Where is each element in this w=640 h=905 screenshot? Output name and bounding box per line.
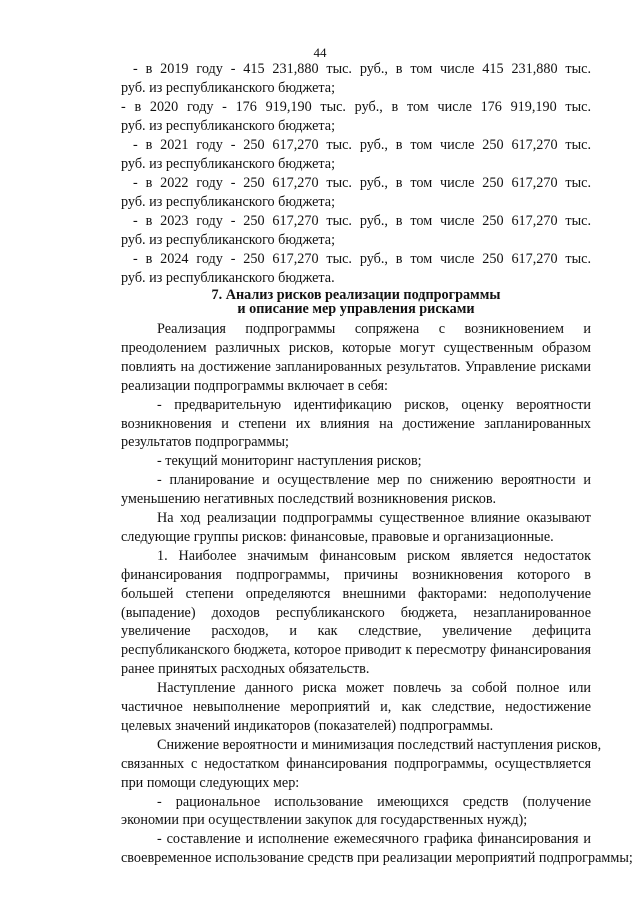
text-line: руб. из республиканского бюджета; <box>121 80 336 96</box>
text-line: республиканского бюджета, которое приводит к пересмотру финансирования <box>121 642 591 659</box>
text-line: - рациональное использование имеющихся средств (получение <box>157 793 591 810</box>
text-line: экономии при осуществлении закупок для государственных нужд); <box>121 812 528 829</box>
section-heading: 7. Анализ рисков реализации подпрограммы <box>211 287 501 303</box>
text-line: связанных с недостатком финансирования подпрограммы, осуществляется <box>121 755 591 772</box>
text-line: руб. из республиканского бюджета; <box>121 118 336 134</box>
text-line: возникновения и степени их влияния на достижение запланированных <box>121 415 591 432</box>
text-line: ранее принятых расходных обязательств. <box>121 661 370 678</box>
page-number: 44 <box>313 45 327 60</box>
text-line: руб. из республиканского бюджета; <box>121 156 336 172</box>
text-line: - в 2021 году - 250 617,270 тыс. руб., в том числе 250 617,270 тыс. <box>133 137 591 153</box>
text-line: Наступление данного риска может повлечь за собой полное или <box>157 680 591 697</box>
text-line: - текущий мониторинг наступления рисков; <box>157 453 422 470</box>
text-line: уменьшению негативных последствий возникновения рисков. <box>121 491 497 508</box>
text-line: преодолением различных рисков, которые могут существенным образом <box>121 339 591 356</box>
text-line: 1. Наиболее значимым финансовым риском является недостаток <box>157 547 591 564</box>
text-line: при помощи следующих мер: <box>121 774 300 791</box>
text-line: - в 2022 году - 250 617,270 тыс. руб., в том числе 250 617,270 тыс. <box>133 175 591 191</box>
text-line: реализации подпрограммы включает в себя: <box>121 377 388 394</box>
text-line: частичное невыполнение мероприятий и, как следствие, недостижение <box>121 699 591 715</box>
text-line: - планирование и осуществление мер по снижению вероятности и <box>157 472 591 489</box>
text-line: - в 2020 году - 176 919,190 тыс. руб., в том числе 176 919,190 тыс. <box>121 99 591 115</box>
text-line: руб. из республиканского бюджета; <box>121 194 336 210</box>
text-line: руб. из республиканского бюджета. <box>121 270 335 286</box>
text-line: Реализация подпрограммы сопряжена с возникновением и <box>157 321 591 337</box>
text-line: На ход реализации подпрограммы существенное влияние оказывают <box>157 510 591 526</box>
text-line: большей степени определяются внешними факторами: недополучение <box>121 585 591 602</box>
text-line: Снижение вероятности и минимизация последствий наступления рисков, <box>157 736 602 753</box>
text-line: (выпадение) доходов республиканского бюджета, незапланированное <box>121 604 591 621</box>
text-line: финансирования подпрограммы, причины возникновения которого в <box>121 566 591 583</box>
text-line: следующие группы рисков: финансовые, правовые и организационные. <box>121 528 554 545</box>
text-line: увеличение расходов, и как следствие, увеличение дефицита <box>121 623 591 640</box>
text-line: руб. из республиканского бюджета; <box>121 232 336 248</box>
text-line: - в 2019 году - 415 231,880 тыс. руб., в том числе 415 231,880 тыс. <box>133 61 591 77</box>
text-line: - в 2024 году - 250 617,270 тыс. руб., в том числе 250 617,270 тыс. <box>133 251 591 267</box>
text-line: - составление и исполнение ежемесячного графика финансирования и <box>157 831 591 848</box>
text-line: результатов подпрограммы; <box>121 434 289 451</box>
text-line: своевременное использование средств при реализации мероприятий подпрограммы; <box>121 850 633 867</box>
text-line: - предварительную идентификацию рисков, оценку вероятности <box>157 396 591 413</box>
text-line: повлиять на достижение запланированных результатов. Управление рисками <box>121 358 591 375</box>
text-line: - в 2023 году - 250 617,270 тыс. руб., в том числе 250 617,270 тыс. <box>133 213 591 229</box>
section-heading: и описание мер управления рисками <box>237 301 475 317</box>
text-line: целевых значений индикаторов (показателей) подпрограммы. <box>121 717 494 734</box>
